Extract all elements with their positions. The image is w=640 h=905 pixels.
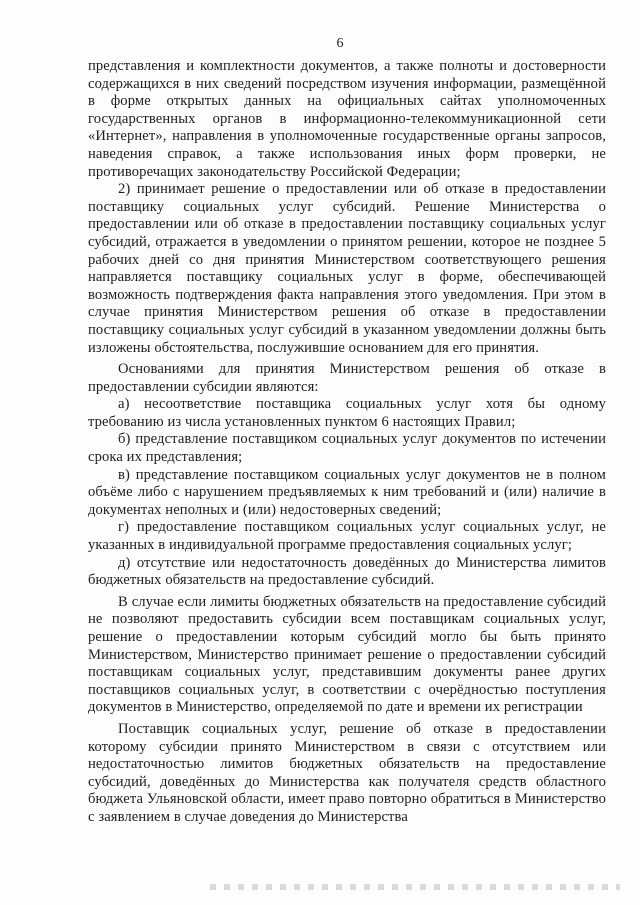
paragraph-repeat-application: Поставщик социальных услуг, решение об отказе в предоставлении которому субсидии принято Министерством в связи с отсутствием или недостаточностью лимитов бюджетных обязательств на предоставление субсидий, доведённых до Министерства как получателя средств областного бюджета Ульяновской области, имеет право повторно обратиться в Министерство с заявлением в случае доведения до Министерства	[88, 720, 606, 825]
paragraph-verification-continued: представления и комплектности документов, а также полноты и достоверности содержащихся в них сведений посредством изучения информации, размещённой в форме открытых данных на официальных сайтах уполномоченных государственных органов в информационно-телекоммуникационной сети «Интернет», направления в уполномоченные государственные органы запросов, наведения справок, а также использования иных форм проверки, не противоречащих законодательству Российской Федерации;	[88, 58, 606, 180]
paragraph-refusal-grounds-intro: Основаниями для принятия Министерством решения об отказе в предоставлении субсидии являются:	[88, 361, 606, 395]
paragraph-ground-b: б) представление поставщиком социальных услуг документов по истечении срока их представления;	[88, 431, 606, 466]
document-body	[88, 58, 606, 827]
paragraph-budget-limits: В случае если лимиты бюджетных обязательств на предоставление субсидий не позволяют предоставить субсидии всем поставщикам социальных услуг, решение о предоставлении которым субсидий могло бы быть принято Министерством, Министерство принимает решение о предоставлении субсидий поставщикам социальных услуг, представившим документы ранее других поставщиков социальных услуг, в соответствии с очерёдностью поступления документов в Министерство, определяемой по дате и времени их регистрации	[88, 593, 606, 716]
paragraph-item-2-decision: 2) принимает решение о предоставлении или об отказе в предоставлении поставщику социальных услуг субсидий. Решение Министерства о предоставлении или об отказе в предоставлении поставщику социальных услуг субсидий, отражается в уведомлении о принятом решении, которое не позднее 5 рабочих дней со дня принятия Министерством соответствующего решения направляется поставщику социальных услуг в форме, обеспечивающей возможность подтверждения факта направления этого уведомления. При этом в случае принятия Министерством решения об отказе в предоставлении поставщику социальных услуг субсидий в указанном уведомлении должны быть изложены обстоятельства, послужившие основанием для его принятия.	[88, 181, 606, 356]
paragraph-ground-d: г) предоставление поставщиком социальных услуг социальных услуг, не указанных в индивидуальной программе предоставления социальных услуг;	[88, 519, 606, 554]
paragraph-ground-e: д) отсутствие или недостаточность доведённых до Министерства лимитов бюджетных обязательств на предоставление субсидий.	[88, 554, 606, 589]
scan-artifact	[210, 884, 620, 890]
page-number: 6	[336, 36, 344, 51]
paragraph-ground-a: а) несоответствие поставщика социальных услуг хотя бы одному требованию из числа установленных пунктом 6 настоящих Правил;	[88, 396, 606, 430]
paragraph-ground-c: в) представление поставщиком социальных услуг документов не в полном объёме либо с нарушением предъявляемых к ним требований и (или) наличие в документах неполных и (или) недостоверных сведений;	[88, 466, 606, 518]
